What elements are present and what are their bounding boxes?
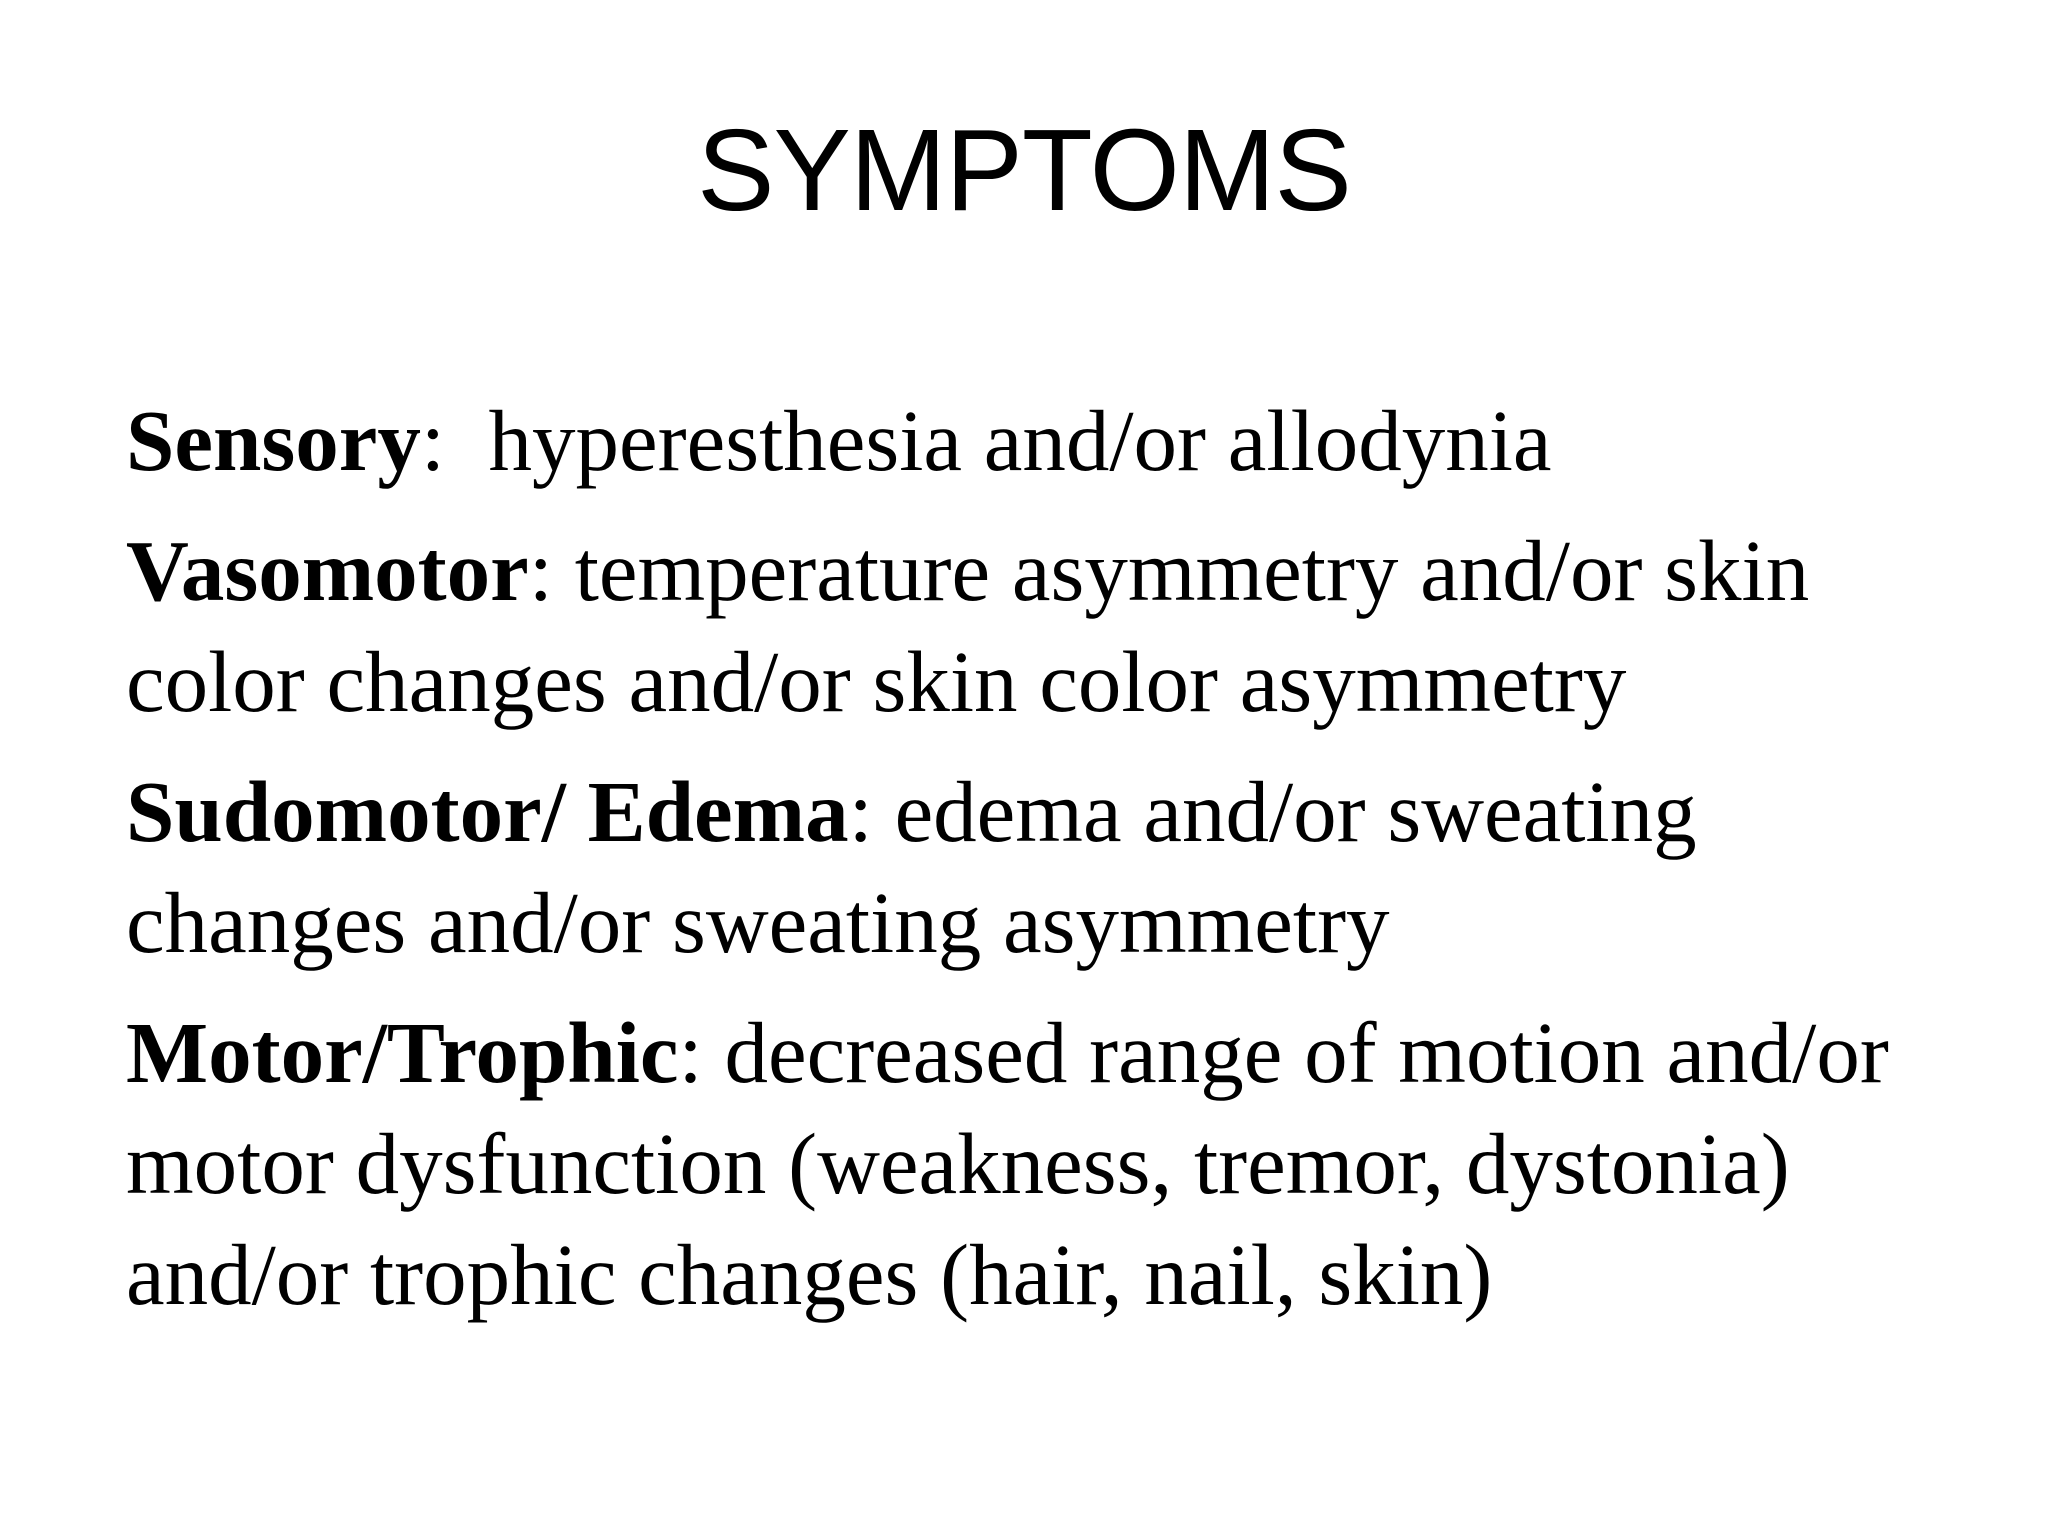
symptom-separator: : (678, 1004, 725, 1101)
symptom-description: temperature asymmetry and/or skin color changes and/or skin color asymmetry (126, 522, 1810, 730)
symptom-item-vasomotor (126, 515, 1996, 737)
symptom-item-sensory (126, 385, 1996, 496)
symptom-list (126, 385, 1996, 1349)
symptom-term: Motor/Trophic (126, 1004, 679, 1101)
symptom-description: decreased range of motion and/or motor dysfunction (weakness, tremor, dystonia) and/or trophic changes (hair, nail, skin) (126, 1004, 1889, 1323)
symptom-separator: : (528, 522, 575, 619)
symptom-description: edema and/or sweating changes and/or sweating asymmetry (126, 763, 1697, 971)
symptom-term: Vasomotor (126, 522, 529, 619)
symptom-separator: : (848, 763, 895, 860)
symptom-term: Sensory (126, 392, 421, 489)
slide-title: SYMPTOMS (697, 105, 1351, 235)
symptom-separator: : (420, 392, 489, 489)
symptom-item-sudomotor-edema (126, 756, 1996, 978)
symptom-description: hyperesthesia and/or allodynia (488, 392, 1552, 489)
symptom-item-motor-trophic (126, 997, 1996, 1330)
symptom-term: Sudomotor/ Edema (126, 763, 849, 860)
